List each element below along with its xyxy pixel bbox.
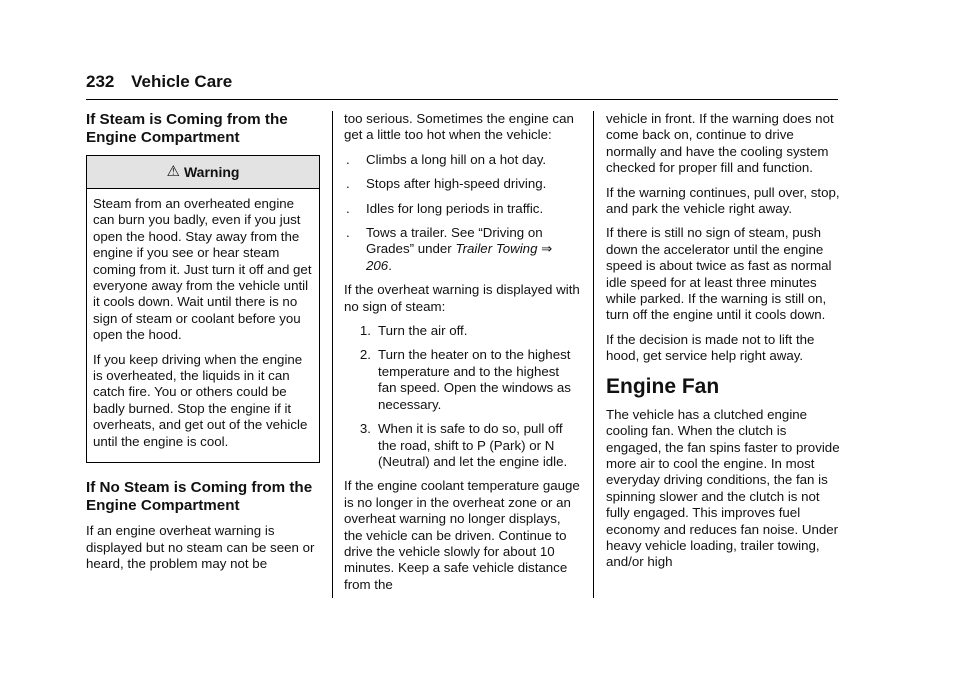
column-3	[606, 111, 842, 579]
steam-heading: If Steam is Coming from the Engine Compartment	[86, 111, 288, 146]
trailer-towing-link[interactable]: Trailer Towing	[455, 241, 538, 257]
column-divider-1	[332, 111, 333, 598]
bullet-item	[344, 176, 580, 192]
column-divider-2	[593, 111, 594, 598]
page-header	[86, 72, 232, 92]
numbered-item	[344, 347, 580, 413]
header-rule	[86, 99, 838, 100]
step-number: 1.	[359, 323, 371, 339]
warning-body	[87, 189, 319, 462]
bullet-text-end: .	[388, 257, 392, 273]
bullet-marker: .	[346, 225, 350, 241]
paragraph: If the warning continues, pull over, stop, and park the vehicle right away.	[606, 184, 840, 217]
column-2	[344, 111, 580, 601]
paragraph: If an engine overheat warning is displayed but no steam can be seen or heard, the problem may not be	[86, 523, 315, 571]
paragraph: too serious. Sometimes the engine can get a little too hot when the vehicle:	[344, 111, 574, 143]
warning-header	[87, 156, 319, 189]
paragraph: vehicle in front. If the warning does not come back on, continue to drive normally and have the cooling system checked for proper fill and function.	[606, 111, 834, 176]
bullet-text-part: Tows a trailer. See “Driving on Grades” under	[366, 225, 543, 257]
section-title: Vehicle Care	[131, 72, 233, 91]
paragraph: If the overheat warning is displayed with no sign of steam:	[344, 282, 580, 314]
no-steam-heading: If No Steam is Coming from the Engine Compartment	[86, 479, 313, 515]
step-text: Turn the heater on to the highest temperature and to the highest fan speed. Open the windows as necessary.	[378, 347, 571, 412]
page-ref-link[interactable]: 206	[366, 257, 389, 273]
bullet-marker: .	[346, 176, 350, 192]
page-number: 232	[86, 72, 115, 91]
step-text: Turn the air off.	[378, 323, 468, 339]
bullet-text	[366, 225, 580, 274]
step-number: 2.	[359, 347, 371, 363]
bullet-marker: .	[346, 151, 350, 167]
paragraph: If the decision is made not to lift the hood, get service help right away.	[606, 331, 815, 364]
warning-box	[86, 155, 320, 463]
bullet-item	[344, 225, 580, 274]
page-ref-icon: ⇒	[541, 241, 553, 257]
warning-paragraph: Steam from an overheated engine can burn you badly, even if you just open the hood. Stay away from the engine if you see or hear steam coming from it. Just turn it off and get everyone away from the vehicle until it cools down. Wait until there is no sign of steam or coolant before you open the hood.	[93, 196, 312, 343]
paragraph: If there is still no sign of steam, push down the accelerator until the engine speed is about twice as fast as normal idle speed for at least three minutes while parked. If the warning is still on, turn off the engine until it cools down.	[606, 225, 832, 323]
bullet-text: Idles for long periods in traffic.	[366, 200, 544, 216]
bullet-text: Climbs a long hill on a hot day.	[366, 151, 547, 167]
paragraph: If the engine coolant temperature gauge is no longer in the overheat zone or an overheat warning no longer displays, the vehicle can be driven. Continue to drive the vehicle slowly for about 10 minutes. Keep a safe vehicle distance from the	[344, 478, 580, 592]
step-text: When it is safe to do so, pull off the road, shift to P (Park) or N (Neutral) and let the engine idle.	[378, 421, 568, 469]
warning-title: Warning	[183, 163, 240, 180]
numbered-item	[344, 421, 580, 470]
column-1	[86, 111, 320, 580]
bullet-item	[344, 201, 580, 217]
numbered-item	[344, 323, 580, 339]
engine-fan-heading: Engine Fan	[606, 374, 720, 398]
bullet-marker: .	[346, 200, 350, 216]
warning-paragraph: If you keep driving when the engine is overheated, the liquids in it can catch fire. You or others could be badly burned. Stop the engine if it overheats, and get out of the vehicle until the engine is cool.	[93, 351, 308, 449]
bullet-text: Stops after high-speed driving.	[366, 176, 547, 192]
paragraph: The vehicle has a clutched engine cooling fan. When the clutch is engaged, the fan spins faster to provide more air to cool the engine. In most everyday driving conditions, the fan is spinning slower and the clutch is not fully engaged. This improves fuel economy and reduces fan noise. Under heavy vehicle loading, trailer towing, and/or high	[606, 406, 840, 570]
warning-triangle-icon: ⚠	[166, 162, 180, 180]
step-number: 3.	[359, 421, 371, 437]
bullet-item	[344, 152, 580, 168]
